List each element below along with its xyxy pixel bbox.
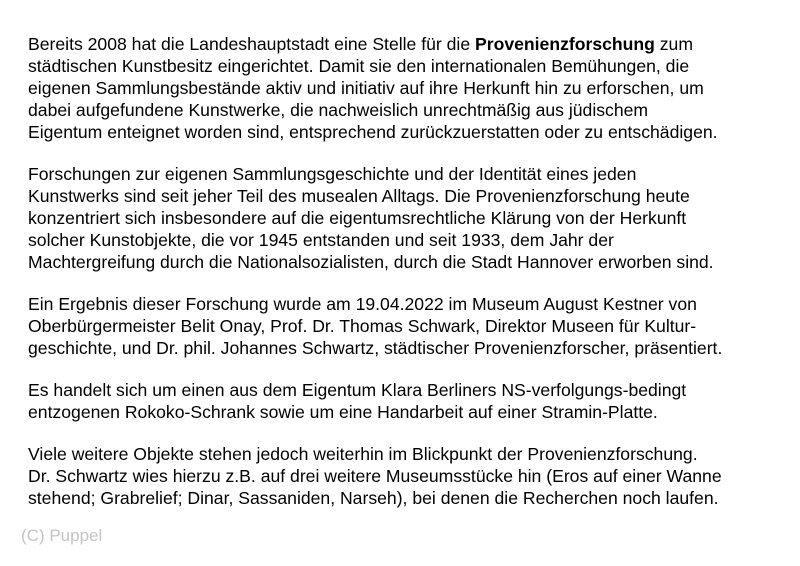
text-line: Forschungen zur eigenen Sammlungsgeschichte und der Identität eines jeden [28, 164, 637, 184]
text-line: städtischen Kunstbesitz eingerichtet. Damit sie den internationalen Bemühungen, die [28, 56, 690, 76]
text-line: dabei aufgefundene Kunstwerke, die nachweislich unrechtmäßig aus jüdischem [28, 100, 649, 120]
text-run: Bereits 2008 hat die Landeshauptstadt eine Stelle für die [28, 34, 475, 54]
text-run: zum [654, 34, 694, 54]
text-line: Machtergreifung durch die Nationalsozialisten, durch die Stadt Hannover erworben sind. [28, 252, 714, 272]
text-line: Viele weitere Objekte stehen jedoch weiterhin im Blickpunkt der Provenienzforschung. [28, 444, 698, 464]
text-line: Dr. Schwartz wies hierzu z.B. auf drei weitere Museumsstücke hin (Eros auf einer Wanne [28, 466, 722, 486]
text-line: Oberbürgermeister Belit Onay, Prof. Dr. Thomas Schwark, Direktor Museen für Kultur- [28, 316, 697, 336]
text-line: Es handelt sich um einen aus dem Eigentum Klara Berliners NS-verfolgungs-bedingt [28, 380, 687, 400]
text-line: solcher Kunstobjekte, die vor 1945 entstanden und seit 1933, dem Jahr der [28, 230, 614, 250]
text-line: Eigentum enteignet worden sind, entsprechend zurückzuerstatten oder zu entschädigen. [28, 122, 718, 142]
paragraph-3 [28, 293, 788, 359]
text-line: Ein Ergebnis dieser Forschung wurde am 19.04.2022 im Museum August Kestner von [28, 294, 697, 314]
text-line: entzogenen Rokoko-Schrank sowie um eine Handarbeit auf einer Stramin-Platte. [28, 402, 658, 422]
text-line: Kunstwerks sind seit jeher Teil des musealen Alltags. Die Provenienzforschung heute [28, 186, 690, 206]
paragraph-2 [28, 163, 788, 273]
text-line: eigenen Sammlungsbestände aktiv und initiativ auf ihre Herkunft hin zu erforschen, um [28, 78, 704, 98]
text-line: geschichte, und Dr. phil. Johannes Schwartz, städtischer Provenienzforscher, präsentiert. [28, 338, 723, 358]
copyright-credit: (C) Puppel [21, 526, 103, 545]
paragraph-5 [28, 443, 788, 509]
text-line: konzentriert sich insbesondere auf die eigentumsrechtliche Klärung von der Herkunft [28, 208, 687, 228]
text-line [28, 33, 788, 55]
paragraph-1 [28, 33, 788, 143]
highlighted-term: Provenienzforschung [475, 34, 655, 54]
document-body [28, 33, 788, 529]
paragraph-4 [28, 379, 788, 423]
text-line: stehend; Grabrelief; Dinar, Sassaniden, Narseh), bei denen die Recherchen noch laufen. [28, 488, 719, 508]
